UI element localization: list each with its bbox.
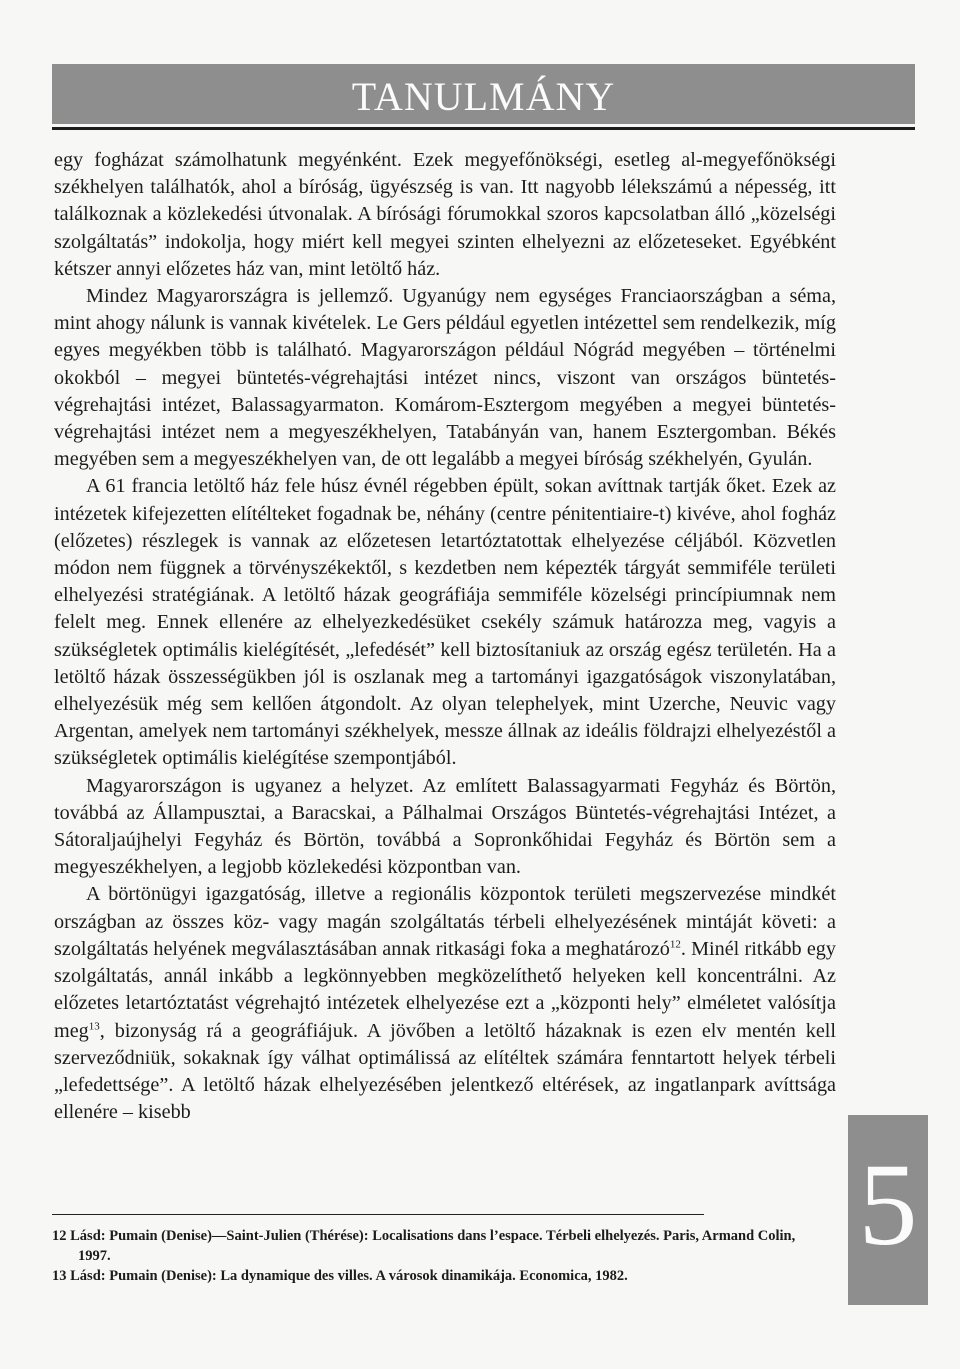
footnote-13: 13 Lásd: Pumain (Denise): La dynamique des villes. A városok dinamikája. Economica, 1982. [52, 1268, 628, 1284]
header-band [52, 64, 915, 124]
section-title: TANULMÁNY [351, 74, 616, 119]
paragraph-5-middle: . Minél ritkább egy szolgáltatás, annál inkább a legkönnyebben megközelíthető helyeken kell koncentrálni. Az előzetes letartóztatást végrehajtó intézetek elhelyezése ezt a „központi hely” elméletet valósítja meg [54, 937, 836, 1042]
footnotes [52, 1226, 822, 1286]
paragraph-4: Magyarországon is ugyanez a helyzet. Az említett Balassagyarmati Fegyház és Börtön, továbbá az Állampusztai, a Baracskai, a Pálhalmai Országos Büntetés-végrehajtási Intézet, a Sátoraljaújhelyi Fegyház és Börtön, továbbá a Sopronkőhidai Fegyház és Börtön sem a megyeszékhelyen, a legjobb közlekedési központban van. [54, 774, 836, 879]
page-number-tab [848, 1115, 928, 1305]
footnote-12: 12 Lásd: Pumain (Denise)—Saint-Julien (Thérése): Localisations dans l’espace. Térbeli elhelyezés. Paris, Armand Colin, 1997. [52, 1228, 796, 1264]
footnote-rule [52, 1214, 704, 1215]
footnote-ref-12: 12 [669, 938, 681, 951]
paragraph-5 [54, 881, 836, 1126]
paragraph-5-end: , bizonyság rá a geográfiájuk. A jövőben a letöltő házaknak is ezen elv mentén kell szerveződniük, sokaknak így válhat optimálissá az elítéltek számára fenntartott helyek térbeli „lefedettsége”. A letöltő házak elhelyezésében jelentkező eltérések, az ingatlanpark avíttsága ellenére – kisebb [54, 1019, 836, 1124]
paragraph-2: Mindez Magyarországra is jellemző. Ugyanúgy nem egységes Franciaországban a séma, mint ahogy nálunk is vannak kivételek. Le Gers például egyetlen intézettel sem rendelkezik, míg egyes megyékben több is található. Magyarországon például Nógrád megyében – történelmi okokból – megyei büntetés-végrehajtási intézet nincs, viszont van országos büntetés-végrehajtási intézet, Balassagyarmaton. Komárom-Esztergom megyében a megyei büntetés-végrehajtási intézet nem a megyeszékhelyen, Tatabányán van, hanem Esztergomban. Békés megyében sem a megyeszékhelyen van, de ott legalább a megyei bíróság székhelyén, Gyulán. [54, 285, 837, 471]
footnote-ref-13: 13 [88, 1019, 100, 1032]
page-number: 5 [858, 1139, 918, 1270]
paragraph-3: A 61 francia letöltő ház fele húsz évnél régebben épült, sokan avíttnak tartják őket. Ezek az intézetek kifejezetten elítélteket fogadnak be, néhány (centre pénitentiaire-t) kivéve, ahol fogház (előzetes) részlegek is vannak az előzetesen letartóztatottak elhelyezése céljából. Közvetlen módon nem függnek a törvényszékektől, s kezdetben nem képezték tárgyát semmiféle területi elhelyezési stratégiának. A letöltő házak geográfiája semmiféle közelségi princípiumnak nem felelt meg. Ennek ellenére az elhelyezkedésüket csekély számuk határozza meg, vagyis a szükségletek optimális kielégítését, „lefedését” kell biztosítaniuk az ország egész területén. Ha a letöltő házak összességükben jól is oszlanak meg a tartományi igazgatóságok viszonylatában, elhelyezésük még sem kellően átgondolt. Az olyan telephelyek, mint Uzerche, Neuvic vagy Argentan, amelyek nem tartományi székhelyek, messze állnak az ideális földrajzi elhelyezéstől a szükségletek optimális kielégítése szempontjából. [54, 475, 836, 770]
header-rule [52, 127, 915, 130]
paragraph-5-start: A börtönügyi igazgatóság, illetve a regionális központok területi megszervezése mindkét országban az összes köz- vagy magán szolgáltatás térbeli elhelyezésének mintáját követi: a szolgáltatás helyének megválasztásában annak ritkasági foka a meghatározó [54, 883, 836, 960]
body-text [54, 147, 836, 1126]
paragraph-1: egy fogházat számolhatunk megyénként. Ezek megyefőnökségi, esetleg al-megyefőnökségi székhelyen találhatók, ahol a bíróság, ügyészség is van. Itt nagyobb lélekszámú a népesség, itt találkoznak a közlekedési útvonalak. A bírósági fórumokkal szoros kapcsolatban álló „közelségi szolgáltatás” indokolja, hogy miért kell megyei szinten elhelyezni az előzeteseket. Egyébként kétszer annyi előzetes ház van, mint letöltő ház. [54, 149, 836, 280]
